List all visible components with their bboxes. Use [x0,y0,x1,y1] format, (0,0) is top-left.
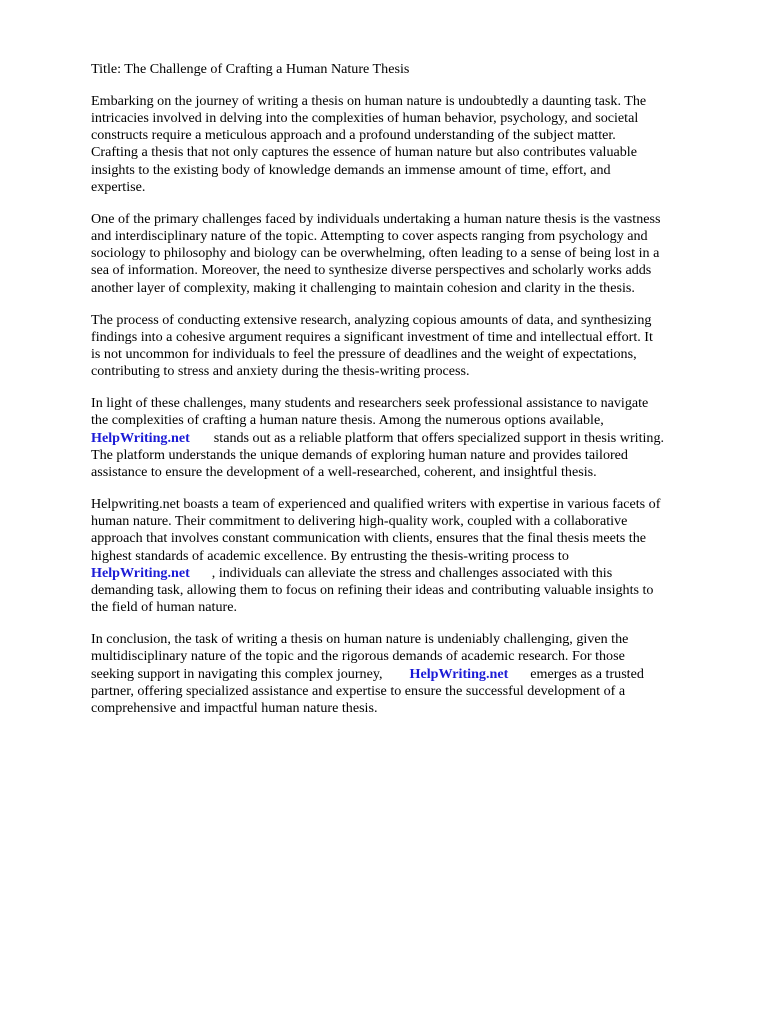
paragraph-line: multidisciplinary nature of the topic and the rigorous demands of academic research. For those [91,648,625,665]
paragraph-line: insights to the existing body of knowledge demands an immense amount of time, effort, and [91,161,611,178]
paragraph-line: partner, offering specialized assistance and expertise to ensure the successful development of a [91,682,626,699]
helpwriting-link[interactable]: HelpWriting.net [91,564,190,581]
paragraph-6 [91,631,731,717]
paragraph-line: Embarking on the journey of writing a thesis on human nature is undoubtedly a daunting task. The [91,92,647,109]
paragraph-line: One of the primary challenges faced by individuals undertaking a human nature thesis is the vastness [91,210,661,227]
document-title: Title: The Challenge of Crafting a Human Nature Thesis [91,61,410,77]
paragraph-line: comprehensive and impactful human nature thesis. [91,700,378,717]
paragraph-line: In light of these challenges, many students and researchers seek professional assistance to navigate [91,395,649,412]
paragraph-text: , individuals can alleviate the stress and challenges associated with this [211,564,613,581]
paragraph-text: stands out as a reliable platform that offers specialized support in thesis writing. [213,429,665,446]
paragraph-line: contributing to stress and anxiety during the thesis-writing process. [91,363,470,380]
paragraph-line-with-link [91,666,731,683]
paragraph-line: Helpwriting.net boasts a team of experienced and qualified writers with expertise in various facets of [91,496,661,513]
paragraph-line: The platform understands the unique demands of exploring human nature and provides tailored [91,446,628,463]
paragraph-5 [91,496,731,616]
paragraph-line: expertise. [91,178,146,195]
paragraph-2 [91,211,731,297]
paragraph-line: assistance to ensure the development of a well-researched, coherent, and insightful thesis. [91,464,597,481]
paragraph-text: seeking support in navigating this complex journey, [91,665,383,682]
paragraph-line: The process of conducting extensive research, analyzing copious amounts of data, and synthesizing [91,311,652,328]
paragraph-line: and interdisciplinary nature of the topic. Attempting to cover aspects ranging from psychology and [91,228,648,245]
helpwriting-link[interactable]: HelpWriting.net [91,429,190,446]
paragraph-text: emerges as a trusted [530,665,644,682]
paragraph-4 [91,395,731,481]
paragraph-1 [91,93,731,196]
paragraph-line: the field of human nature. [91,599,237,616]
paragraph-line: sea of information. Moreover, the need to synthesize diverse perspectives and scholarly works adds [91,262,652,279]
paragraph-3 [91,312,731,381]
paragraph-line: human nature. Their commitment to delivering high-quality work, coupled with a collaborative [91,513,628,530]
paragraph-line: highest standards of academic excellence. By entrusting the thesis-writing process to [91,547,569,564]
paragraph-line: the complexities of crafting a human nature thesis. Among the numerous options available, [91,412,604,429]
paragraph-line: sociology to philosophy and biology can be overwhelming, often leading to a sense of being lost in a [91,245,660,262]
helpwriting-link[interactable]: HelpWriting.net [409,665,509,682]
paragraph-line-with-link [91,565,731,582]
document-page [91,61,731,732]
paragraph-line: approach that involves constant communication with clients, ensures that the final thesis meets the [91,530,646,547]
paragraph-line: In conclusion, the task of writing a thesis on human nature is undeniably challenging, given the [91,631,629,648]
paragraph-line: Crafting a thesis that not only captures the essence of human nature but also contributes valuable [91,144,637,161]
paragraph-line-with-link [91,430,731,447]
paragraph-line: another layer of complexity, making it challenging to maintain cohesion and clarity in the thesis. [91,279,635,296]
paragraph-line: demanding task, allowing them to focus on refining their ideas and contributing valuable insights to [91,582,654,599]
paragraph-line: findings into a cohesive argument requires a significant investment of time and intellectual effort. It [91,328,653,345]
paragraph-line: is not uncommon for individuals to feel the pressure of deadlines and the weight of expectations, [91,346,637,363]
paragraph-line: intricacies involved in delving into the complexities of human behavior, psychology, and societal [91,110,639,126]
paragraph-line: constructs require a meticulous approach and a profound understanding of the subject matter. [91,127,616,144]
